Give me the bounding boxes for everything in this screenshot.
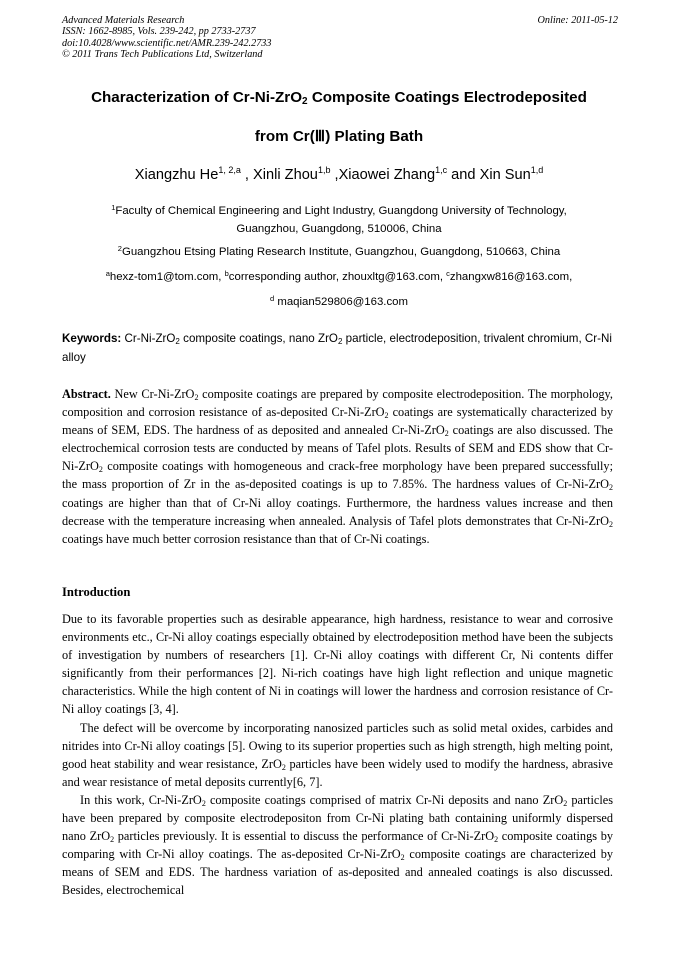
- abstract: Abstract. New Cr-Ni-ZrO$_2$ composite coatings are prepared by composite electrodeposition. The morphology, composition and corrosion resistance of as-deposited Cr-Ni-ZrO$_2$ coatings are systematically characterized by means of SEM, EDS. The hardness of as deposited and annealed Cr-Ni-ZrO$_2$ coatings are also discussed. The electrochemical corrosion tests are conducted by means of Tafel plots. Results of SEM and EDS show that Cr-Ni-ZrO$_2$ composite coatings with homogeneous and crack-free morphology have been prepared successfully; the mass proportion of Zr in the as-deposited coatings is up to 7.85%. The hardness values of Cr-Ni-ZrO$_2$ coatings are higher than that of Cr-Ni alloy coatings. Furthermore, the hardness values increase and then decrease with the temperature increasing when annealed. Analysis of Tafel plots demonstrates that Cr-Ni-ZrO$_2$ coatings have much better corrosion resistance than that of Cr-Ni coatings.: [62, 387, 613, 546]
- introduction-body: [62, 610, 613, 900]
- online-date: Online: 2011-05-12: [537, 15, 618, 26]
- affiliation-2: $^2$Guangzhou Etsing Plating Research Institute, Guangzhou, Guangdong, 510663, China: [117, 244, 561, 258]
- journal-header: [62, 15, 618, 61]
- keywords-label: Keywords:: [62, 332, 122, 345]
- keywords: Keywords: Cr-Ni-ZrO$_2$ composite coatings, nano ZrO$_2$ particle, electrodeposition, trivalent chromium, Cr-Ni alloy: [62, 332, 612, 364]
- author-name: Xin Sun: [479, 167, 531, 183]
- abstract-label: Abstract.: [62, 387, 111, 401]
- issn-line: ISSN: 1662-8985, Vols. 239-242, pp 2733-2737: [62, 26, 256, 38]
- section-heading-introduction: Introduction: [62, 585, 131, 599]
- email-line-2: $^d$ maqian529806@163.com: [270, 294, 408, 308]
- email-line-1: $^a$hexz-tom1@tom.com, $^b$corresponding author, zhouxltg@163.com, $^c$zhangxw816@163.com,: [105, 269, 573, 283]
- paragraph: The defect will be overcome by incorporating nanosized particles such as solid metal oxides, carbides and nitrides into Cr-Ni alloy coatings [5]. Owing to its superior properties such as high strength, high melting point, good heat stability and wear resistance, ZrO$_2$ particles have been widely used to modify the hardness, abrasive and wear resistance of metal deposits currently[6, 7].: [62, 720, 613, 789]
- affiliation-1: $^1$Faculty of Chemical Engineering and Light Industry, Guangdong University of Technology, Guangzhou, Guangdong, 510006, China: [111, 203, 567, 235]
- paper-title-line-2: from Cr(Ⅲ) Plating Bath: [254, 128, 424, 145]
- copyright-line: © 2011 Trans Tech Publications Ltd, Switzerland: [62, 49, 263, 61]
- paragraph: Due to its favorable properties such as desirable appearance, high hardness, resistance to wear and corrosive environments etc., Cr-Ni alloy coatings especially obtained by electrodeposition method have been the subjects of investigation by numbers of researchers [1]. Cr-Ni alloy coatings with different Cr, Ni contents differ significantly from their performances [2]. Ni-rich coatings have high light reflection and unique magnetic characteristics. While the high content of Ni in coatings will lower the hardness and corrosion resistance of Cr-Ni alloy coatings [3, 4].: [62, 612, 613, 717]
- paper-title-line-1: Characterization of Cr-Ni-ZrO$_2$ Composite Coatings Electrodeposited: [91, 89, 587, 107]
- author-list: Xiangzhu He$^{1, 2,a}$ , Xinli Zhou$^{1,b}$ ,Xiaowei Zhang$^{1,c}$ and Xin Sun$^{1,d}$: [134, 165, 544, 183]
- author-name: Xinli Zhou: [253, 167, 318, 183]
- doi-line: doi:10.4028/www.scientific.net/AMR.239-242.2733: [62, 37, 272, 49]
- journal-name: Advanced Materials Research: [62, 15, 185, 26]
- author-name: Xiangzhu He: [134, 167, 219, 183]
- author-name: Xiaowei Zhang: [338, 167, 436, 183]
- paragraph: In this work, Cr-Ni-ZrO$_2$ composite coatings comprised of matrix Cr-Ni deposits and nano ZrO$_2$ particles have been prepared by composite electrodepositon from Cr-Ni plating bath containing uniformly dispersed nano ZrO$_2$ particles previously. It is essential to discuss the performance of Cr-Ni-ZrO$_2$ composite coatings by comparing with Cr-Ni alloy coatings. The as-deposited Cr-Ni-ZrO$_2$ composite coatings are characterized by means of SEM and EDS. The hardness variation of as-deposited and annealed coatings is also discussed. Besides, electrochemical: [62, 792, 614, 898]
